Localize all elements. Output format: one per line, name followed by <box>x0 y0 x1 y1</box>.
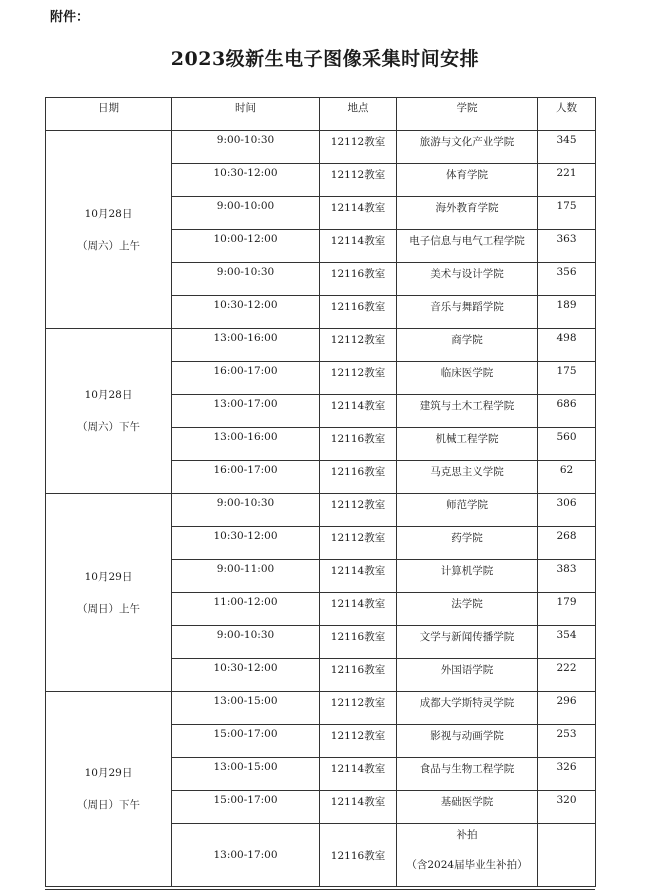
college-cell: 旅游与文化产业学院 <box>397 131 538 164</box>
college-cell: 基础医学院 <box>397 791 538 824</box>
time-cell: 13:00-15:00 <box>172 758 320 791</box>
place-cell: 12112教室 <box>320 329 397 362</box>
place-cell: 12114教室 <box>320 230 397 263</box>
column-header-count: 人数 <box>538 98 596 131</box>
count-cell: 189 <box>538 296 596 329</box>
time-cell: 9:00-10:30 <box>172 263 320 296</box>
period-label: （周日）上午 <box>77 602 140 615</box>
college-cell: 计算机学院 <box>397 560 538 593</box>
place-cell: 12112教室 <box>320 692 397 725</box>
college-cell: 马克思主义学院 <box>397 461 538 494</box>
count-cell: 253 <box>538 725 596 758</box>
college-cell: 机械工程学院 <box>397 428 538 461</box>
table-row <box>46 494 596 527</box>
time-cell: 15:00-17:00 <box>172 725 320 758</box>
count-cell: 268 <box>538 527 596 560</box>
count-cell: 296 <box>538 692 596 725</box>
date-cell <box>46 692 172 887</box>
college-cell: 临床医学院 <box>397 362 538 395</box>
college-cell: 电子信息与电气工程学院 <box>397 230 538 263</box>
column-header-date: 日期 <box>46 98 172 131</box>
count-cell: 498 <box>538 329 596 362</box>
table-row <box>46 131 596 164</box>
count-cell: 560 <box>538 428 596 461</box>
table-header-row <box>46 98 596 131</box>
column-header-place: 地点 <box>320 98 397 131</box>
count-cell: 345 <box>538 131 596 164</box>
place-cell: 12114教室 <box>320 791 397 824</box>
college-cell: 法学院 <box>397 593 538 626</box>
college-cell: 成都大学斯特灵学院 <box>397 692 538 725</box>
count-cell: 354 <box>538 626 596 659</box>
count-cell: 320 <box>538 791 596 824</box>
college-cell: 食品与生物工程学院 <box>397 758 538 791</box>
period-label: （周日）下午 <box>77 799 140 811</box>
college-cell: 师范学院 <box>397 494 538 527</box>
place-cell: 12112教室 <box>320 527 397 560</box>
count-cell: 326 <box>538 758 596 791</box>
place-cell: 12112教室 <box>320 494 397 527</box>
college-cell: 药学院 <box>397 527 538 560</box>
time-cell: 13:00-16:00 <box>172 329 320 362</box>
period-label: （周六）下午 <box>77 421 140 433</box>
time-cell: 9:00-10:00 <box>172 197 320 230</box>
time-cell: 10:30-12:00 <box>172 164 320 197</box>
column-header-college: 学院 <box>397 98 538 131</box>
makeup-note: （含2024届毕业生补拍） <box>406 859 528 871</box>
place-cell: 12114教室 <box>320 560 397 593</box>
time-cell: 11:00-12:00 <box>172 593 320 626</box>
time-cell: 10:00-12:00 <box>172 230 320 263</box>
time-cell: 13:00-17:00 <box>172 395 320 428</box>
page-title: 2023级新生电子图像采集时间安排 <box>170 48 480 70</box>
time-cell: 10:30-12:00 <box>172 527 320 560</box>
date-cell <box>46 131 172 329</box>
count-cell: 306 <box>538 494 596 527</box>
date-label: 10月28日 <box>84 389 133 401</box>
college-cell: 影视与动画学院 <box>397 725 538 758</box>
college-cell: 海外教育学院 <box>397 197 538 230</box>
time-cell: 13:00-15:00 <box>172 692 320 725</box>
column-header-time: 时间 <box>172 98 320 131</box>
college-cell: 音乐与舞蹈学院 <box>397 296 538 329</box>
time-cell: 9:00-10:30 <box>172 626 320 659</box>
count-cell: 686 <box>538 395 596 428</box>
bottom-rule <box>45 889 595 890</box>
place-cell: 12112教室 <box>320 164 397 197</box>
college-cell: 建筑与土木工程学院 <box>397 395 538 428</box>
college-cell: 商学院 <box>397 329 538 362</box>
place-cell: 12116教室 <box>320 263 397 296</box>
place-cell: 12112教室 <box>320 131 397 164</box>
college-cell: 外国语学院 <box>397 659 538 692</box>
table-row <box>46 329 596 362</box>
time-cell: 16:00-17:00 <box>172 362 320 395</box>
time-cell: 15:00-17:00 <box>172 791 320 824</box>
attachment-label: 附件： <box>50 10 90 25</box>
college-cell: 文学与新闻传播学院 <box>397 626 538 659</box>
college-cell: 美术与设计学院 <box>397 263 538 296</box>
time-cell: 16:00-17:00 <box>172 461 320 494</box>
place-cell: 12116教室 <box>320 461 397 494</box>
count-cell: 62 <box>538 461 596 494</box>
count-cell: 175 <box>538 197 596 230</box>
time-cell: 13:00-16:00 <box>172 428 320 461</box>
count-cell: 363 <box>538 230 596 263</box>
college-cell <box>397 824 538 887</box>
place-cell: 12112教室 <box>320 725 397 758</box>
count-cell: 356 <box>538 263 596 296</box>
place-cell: 12116教室 <box>320 296 397 329</box>
count-cell: 383 <box>538 560 596 593</box>
place-cell: 12116教室 <box>320 626 397 659</box>
college-cell: 体育学院 <box>397 164 538 197</box>
table-row <box>46 692 596 725</box>
date-label: 10月29日 <box>84 767 133 779</box>
makeup-label: 补拍 <box>456 829 478 841</box>
time-cell: 10:30-12:00 <box>172 659 320 692</box>
time-cell: 10:30-12:00 <box>172 296 320 329</box>
place-cell: 12116教室 <box>320 428 397 461</box>
place-cell: 12114教室 <box>320 758 397 791</box>
time-cell: 9:00-10:30 <box>172 494 320 527</box>
schedule-table <box>45 97 596 887</box>
place-cell: 12114教室 <box>320 197 397 230</box>
place-cell: 12114教室 <box>320 395 397 428</box>
place-cell: 12114教室 <box>320 593 397 626</box>
date-label: 10月29日 <box>84 570 133 583</box>
time-cell: 9:00-11:00 <box>172 560 320 593</box>
count-cell: 179 <box>538 593 596 626</box>
count-cell <box>538 824 596 887</box>
place-cell: 12112教室 <box>320 362 397 395</box>
date-label: 10月28日 <box>84 207 133 220</box>
schedule-body <box>46 131 596 887</box>
period-label: （周六）上午 <box>77 239 140 252</box>
place-cell: 12116教室 <box>320 824 397 887</box>
time-cell: 9:00-10:30 <box>172 131 320 164</box>
count-cell: 175 <box>538 362 596 395</box>
date-cell <box>46 494 172 692</box>
date-cell <box>46 329 172 494</box>
time-cell: 13:00-17:00 <box>172 824 320 887</box>
count-cell: 222 <box>538 659 596 692</box>
count-cell: 221 <box>538 164 596 197</box>
place-cell: 12116教室 <box>320 659 397 692</box>
